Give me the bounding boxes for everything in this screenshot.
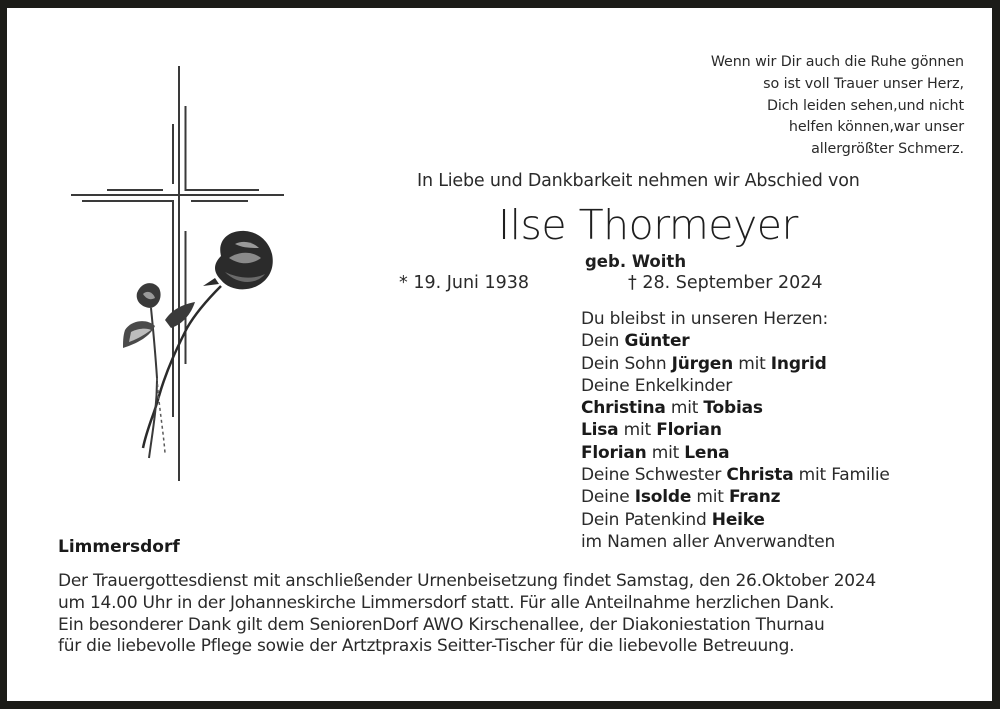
mourner-text: Deine [581,487,635,508]
service-line: um 14.00 Uhr in der Johanneskirche Limmersdorf statt. Für alle Anteilnahme herzlichen Dank. [58,592,835,613]
mourner-name: Florian [656,420,722,441]
poem-line: so ist voll Trauer unser Herz, [763,75,964,92]
mourner-line [581,464,890,486]
mourner-text: Dein [581,331,625,352]
obituary-notice [7,8,992,701]
poem-line: allergrößter Schmerz. [811,141,964,158]
mourner-name: Florian [581,442,647,463]
mourner-text: Dein Sohn [581,353,672,374]
mourner-line [581,486,890,508]
mourner-line [581,353,890,375]
deceased-name: Ilse Thormeyer [498,201,798,249]
mourner-name: Lisa [581,420,619,441]
mourner-line [581,509,890,531]
mourner-text: mit [618,420,657,441]
mourner-name: Isolde [634,487,692,508]
mourner-line [581,375,890,397]
service-line: für die liebevolle Pflege sowie der Artztpraxis Seitter-Tischer für die liebevolle Betreuung. [58,636,795,657]
mourner-text: mit [646,442,685,463]
poem-line: Wenn wir Dir auch die Ruhe gönnen [710,54,964,70]
service-line: Der Trauergottesdienst mit anschließender Urnenbeisetzung findet Samstag, den 26.Oktober 2024 [58,571,876,591]
poem-line: helfen können,war unser [788,119,964,136]
mourner-text: mit [665,398,704,419]
mourner-name: Ingrid [770,353,827,374]
mourners-list [581,308,890,553]
mourner-name: Heike [711,509,765,530]
mourner-name: Christa [726,465,794,486]
mourner-name: Franz [728,487,781,508]
service-line: Ein besonderer Dank gilt dem SeniorenDorf AWO Kirschenallee, der Diakoniestation Thurnau [58,614,825,635]
mourner-name: Jürgen [671,353,734,374]
mourner-name: Günter [624,331,690,352]
birth-date: * 19. Juni 1938 [399,273,530,293]
mourner-name: Lena [684,442,730,463]
mourner-line [581,330,890,352]
rose-icon [123,231,273,458]
mourner-line [581,442,890,464]
mourner-text: mit [733,353,771,374]
mourner-name: Tobias [703,398,763,419]
service-details [58,571,876,658]
mourner-text: Deine Schwester [581,465,727,486]
birth-name: geb. Woith [585,252,687,271]
mourner-text: mit Familie [793,465,890,486]
mourner-name: Christina [581,398,666,419]
mourner-text: mit [691,487,729,508]
mourner-text: im Namen aller Anverwandten [581,531,836,552]
mourner-line [581,419,890,441]
poem [711,52,964,161]
place-name: Limmersdorf [58,537,180,557]
mourner-text: Dein Patenkind [581,509,712,530]
mourner-line [581,531,890,553]
farewell-intro: In Liebe und Dankbarkeit nehmen wir Abschied von [417,171,860,191]
death-date: † 28. September 2024 [628,273,823,293]
mourner-line [581,397,890,419]
poem-line: Dich leiden sehen,und nicht [767,97,964,114]
mourners-heading: Du bleibst in unseren Herzen: [581,309,829,329]
mourner-text: Deine Enkelkinder [581,375,733,396]
